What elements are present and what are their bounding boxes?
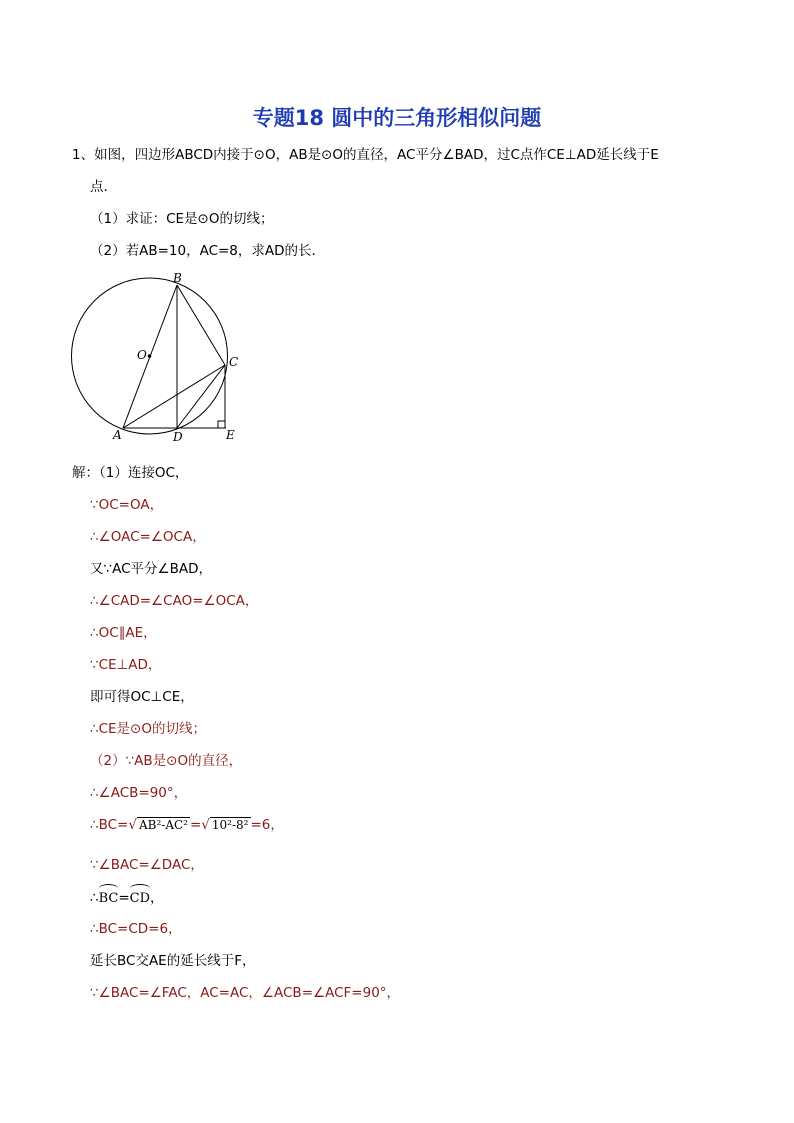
arc-equals: = — [118, 890, 130, 906]
problem-line-1: 1、如图，四边形ABCD内接于⊙O，AB是⊙O的直径，AC平分∠BAD，过C点作CE⊥AD延长线于E — [72, 147, 659, 163]
arc-cd: CD — [129, 891, 151, 906]
solution-line-7: ∵CE⊥AD， — [90, 657, 162, 673]
label-e: E — [226, 428, 235, 442]
question-1: （1）求证：CE是⊙O的切线； — [90, 211, 274, 227]
segment-ab — [123, 285, 177, 428]
segment-dc — [177, 365, 225, 428]
solution-line-12 — [90, 816, 284, 834]
label-c: C — [229, 355, 239, 369]
therefore-symbol: ∴ — [90, 890, 99, 906]
solution-line-1: 解：（1）连接OC， — [72, 465, 189, 481]
radicand-1: AB²-AC² — [138, 818, 188, 832]
arc-bc: BC — [98, 891, 119, 906]
question-2: （2）若AB=10，AC=8，求AD的长． — [90, 243, 326, 259]
solution-line-6: ∴OC∥AE， — [90, 625, 157, 641]
solution-line-15: ∴BC=CD=6， — [90, 921, 182, 937]
sqrt-expression-1: √ AB²-AC² — [128, 817, 188, 833]
solution-line-2: ∵OC=OA， — [90, 497, 164, 513]
solution-line-13: ∵∠BAC=∠DAC， — [90, 857, 204, 873]
solution-line-14 — [90, 889, 164, 908]
center-point — [148, 354, 152, 358]
solution-line-17: ∵∠BAC=∠FAC，AC=AC，∠ACB=∠ACF=90°， — [90, 985, 401, 1001]
page-title: 专题18 圆中的三角形相似问题 — [252, 106, 542, 130]
segment-ac — [123, 365, 225, 428]
arc-suffix: ， — [150, 890, 164, 906]
label-d: D — [173, 430, 183, 444]
bc-prefix: ∴BC= — [90, 817, 129, 833]
label-o: O — [137, 348, 147, 362]
segment-bc — [177, 285, 225, 365]
solution-line-16: 延长BC交AE的延长线于F， — [90, 953, 256, 969]
radicand-2: 10²-8² — [211, 818, 249, 832]
circle-o — [72, 278, 228, 434]
solution-line-3: ∴∠OAC=∠OCA， — [90, 529, 206, 545]
bc-result: =6， — [250, 817, 284, 833]
problem-line-2: 点． — [90, 179, 117, 195]
equals-sign: = — [189, 817, 202, 833]
label-b: B — [173, 271, 182, 285]
solution-line-5: ∴∠CAD=∠CAO=∠OCA， — [90, 593, 259, 609]
right-angle-mark — [218, 421, 225, 428]
solution-line-10: （2）∵AB是⊙O的直径， — [90, 753, 243, 769]
sqrt-expression-2: √ 10²-8² — [201, 817, 249, 833]
solution-line-8: 即可得OC⊥CE， — [90, 689, 194, 705]
label-a: A — [113, 428, 122, 442]
solution-line-4: 又∵AC平分∠BAD， — [90, 561, 213, 577]
solution-line-9: ∴CE是⊙O的切线； — [90, 721, 206, 737]
solution-line-11: ∴∠ACB=90°， — [90, 785, 188, 801]
